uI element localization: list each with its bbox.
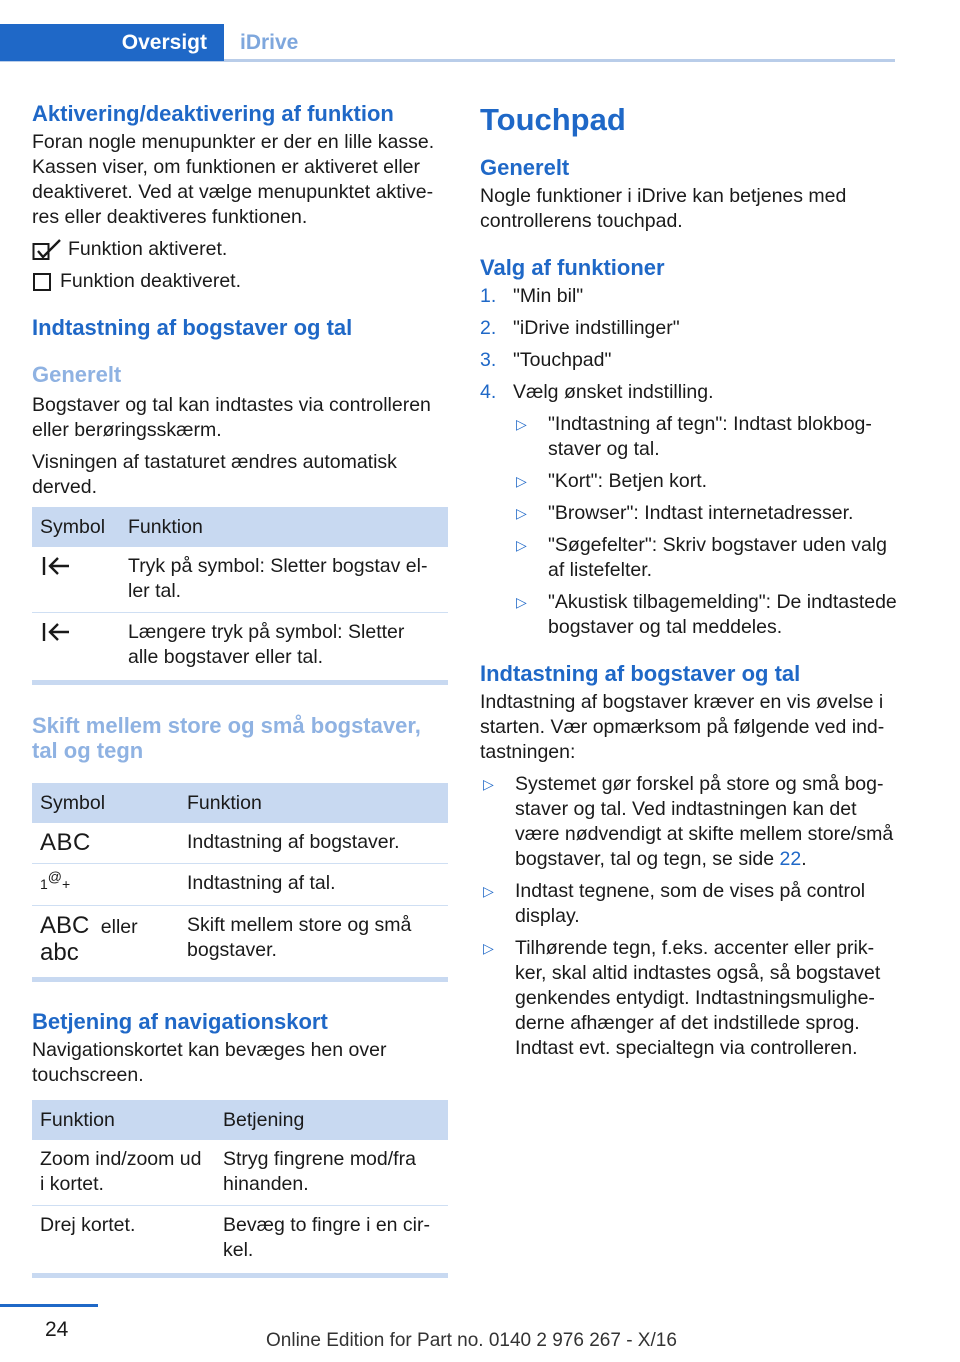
table-cell: Længere tryk på symbol: Sletter alle bogstaver eller tal. [128, 621, 405, 668]
triangle-bullet-icon: ▷ [516, 416, 527, 432]
tab-oversigt[interactable]: Oversigt [0, 24, 224, 61]
table-header: Symbol [32, 507, 120, 547]
uppercase-symbol: ABC [32, 823, 179, 864]
triangle-bullet-icon: ▷ [516, 473, 527, 489]
settings-sublist [513, 412, 898, 640]
page-link[interactable]: 22 [779, 848, 802, 870]
footer-rule [0, 1304, 98, 1307]
list-item: ▷ "Indtastning af tegn": Indtast blokbogstaver og tal. [513, 412, 898, 462]
table-cell: Zoom ind/zoom ud i kortet. [32, 1140, 215, 1206]
triangle-bullet-icon: ▷ [483, 776, 494, 792]
triangle-bullet-icon: ▷ [516, 594, 527, 610]
table-cell: Tryk på symbol: Sletter bogstav eller tal. [120, 547, 448, 613]
backspace-icon [32, 613, 120, 679]
checked-label: Funktion aktiveret. [68, 238, 228, 260]
triangle-bullet-icon: ▷ [483, 940, 494, 956]
table-cell: Bevæg to fingre i en cirkel. [223, 1214, 431, 1261]
tab-idrive[interactable]: iDrive [240, 30, 299, 54]
table-header: Symbol [32, 783, 179, 823]
table-cell: Indtastning af tal. [179, 864, 448, 906]
table-cell: Indtastning af bogstaver. [179, 823, 448, 864]
table-row [32, 613, 448, 679]
checkbox-unchecked-icon [32, 269, 60, 294]
list-item: ▷ "Søgefelter": Skriv bogstaver uden valg af listefelter. [513, 533, 898, 583]
tips-list [480, 772, 898, 1061]
case-toggle-symbol: ABC eller abc [40, 912, 138, 966]
left-column [32, 100, 448, 1278]
activation-text: Foran nogle menupunkter er der en lille kasse. Kassen viser, om funktionen er aktiveret eller deaktiveret. Ved at vælge menupunktet aktiveres eller deaktiveres funktionen. [32, 131, 435, 228]
section-title-activation: Aktivering/deaktivering af funktion [32, 101, 394, 126]
table-cell: Skift mellem store og små bogstaver. [187, 914, 412, 961]
list-item: 2. "iDrive indstillinger" [480, 317, 680, 339]
checked-legend [32, 237, 448, 262]
table-row [32, 1140, 448, 1206]
subheading-select-functions: Valg af funktioner [480, 255, 665, 280]
input-text-2: Visningen af tastaturet ændres automatisk derved. [32, 451, 397, 498]
table-end-rule [32, 977, 448, 982]
right-column [480, 100, 898, 1068]
table-header: Funktion [120, 507, 448, 547]
table-row [32, 547, 448, 613]
backspace-icon [32, 547, 120, 613]
table-cell: Stryg fingrene mod/fra hinanden. [215, 1140, 448, 1206]
subheading-input-letters: Indtastning af bogstaver og tal [480, 661, 801, 686]
list-item: ▷ "Akustisk tilbagemelding": De indtastede bogstaver og tal meddeles. [513, 590, 898, 640]
table-row [32, 1206, 448, 1272]
table-header: Betjening [215, 1100, 448, 1140]
page-number: 24 [45, 1318, 69, 1341]
table-end-rule [32, 680, 448, 685]
table-row [32, 823, 448, 864]
section-title-shift: Skift mellem store og små bogstaver, tal og tegn [32, 713, 421, 763]
section-title-map: Betjening af navigationskort [32, 1009, 328, 1034]
table-header: Funktion [179, 783, 448, 823]
input-text-1: Bogstaver og tal kan indtastes via controlleren eller berøringsskærm. [32, 394, 431, 441]
edition-note: Online Edition for Part no. 0140 2 976 267 - X/16 [266, 1330, 677, 1351]
triangle-bullet-icon: ▷ [516, 537, 527, 553]
list-item: 1. "Min bil" [480, 285, 584, 307]
delete-symbol-table [32, 507, 448, 678]
page-title-touchpad: Touchpad [480, 102, 626, 137]
table-row [32, 906, 448, 976]
list-item: ▷ Systemet gør forskel på store og små bogstaver og tal. Ved indtastningen kan det være nødvendigt at skifte mellem store/små bogstaver, tal og tegn, se side 22. [480, 772, 898, 872]
input-intro: Indtastning af bogstaver kræver en vis øvelse i starten. Vær opmærksom på følgende ved indtastningen: [480, 691, 885, 763]
header-tabs [0, 24, 895, 62]
table-header: Funktion [32, 1100, 215, 1140]
table-end-rule [32, 1273, 448, 1278]
list-item: ▷ "Kort": Betjen kort. [513, 469, 898, 494]
list-item: 3. "Touchpad" [480, 349, 612, 371]
shift-symbol-table [32, 783, 448, 975]
triangle-bullet-icon: ▷ [516, 505, 527, 521]
subheading-general: Generelt [32, 362, 122, 387]
section-title-input: Indtastning af bogstaver og tal [32, 315, 353, 340]
list-item: ▷ Indtast tegnene, som de vises på control display. [480, 879, 898, 929]
triangle-bullet-icon: ▷ [483, 883, 494, 899]
table-cell: Drej kortet. [40, 1214, 136, 1236]
checkbox-checked-icon [32, 237, 68, 262]
unchecked-label: Funktion deaktiveret. [60, 270, 242, 292]
numbers-symbol: 1@+ [32, 864, 179, 906]
touchpad-intro: Nogle funktioner i iDrive kan betjenes med controllerens touchpad. [480, 185, 847, 232]
steps-list [480, 284, 898, 405]
subheading-general: Generelt [480, 155, 570, 180]
table-row [32, 864, 448, 906]
unchecked-legend [32, 269, 448, 294]
map-text: Navigationskortet kan bevæges hen over touchscreen. [32, 1039, 387, 1086]
list-item: ▷ Tilhørende tegn, f.eks. accenter eller prikker, skal altid indtastes også, så bogstavet genkendes entydigt. Indtastningsmulighederne afhænger af det indstillede sprog. Indtast evt. specialtegn via controlleren. [480, 936, 898, 1061]
list-item: ▷ "Browser": Indtast internetadresser. [513, 501, 898, 526]
map-gesture-table [32, 1100, 448, 1271]
list-item: 4. Vælg ønsket indstilling. [480, 381, 714, 403]
